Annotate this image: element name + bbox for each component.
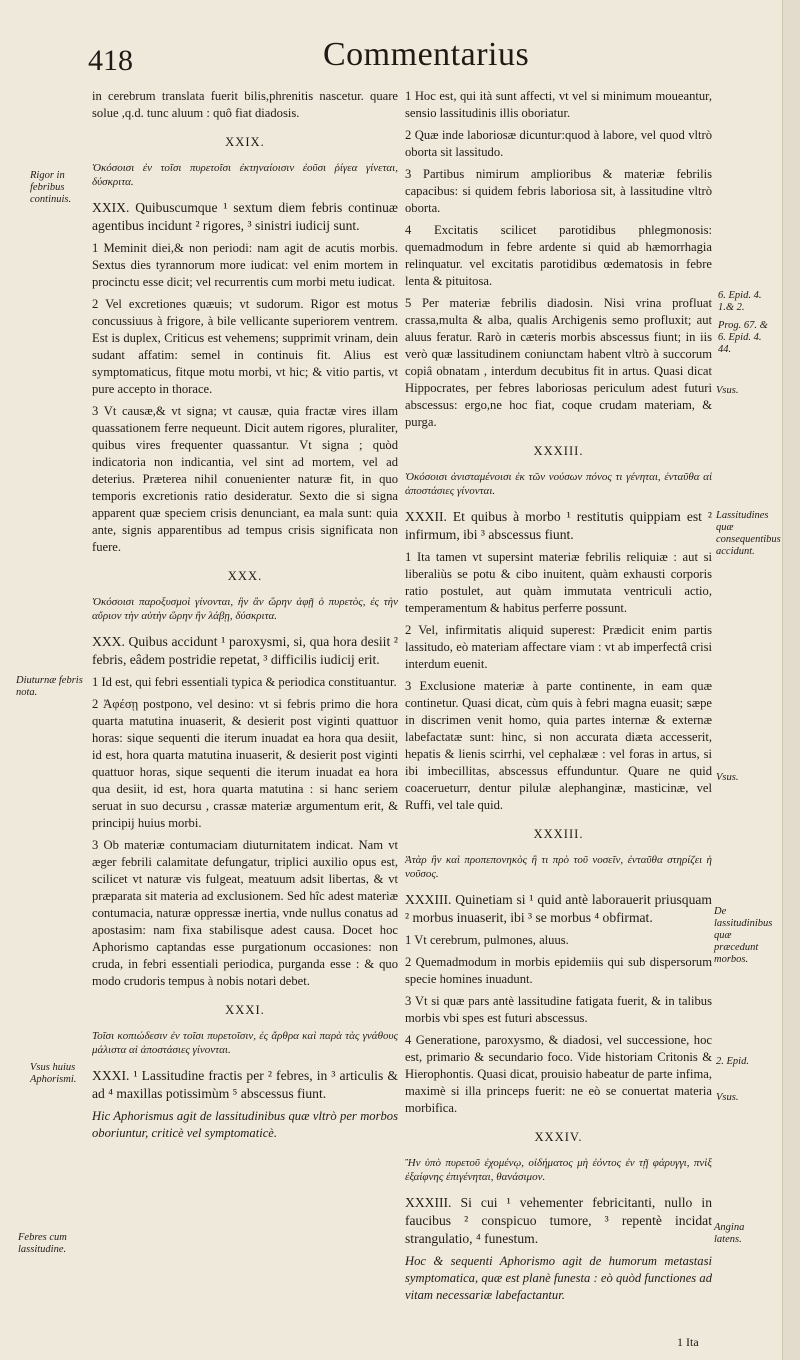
latin-aphorism-text: XXXII. Et quibus à morbo ¹ restitutis quippiam est ² infirmum, ibi ³ abscessus fiunt. xyxy=(405,509,712,542)
commentary-paragraph: in cerebrum translata fuerit bilis,phrenitis nascetur. quare solue ,q.d. tunc aluum : quô fiat diadosis. xyxy=(92,89,398,120)
commentary-paragraph: 5 Per materiæ febrilis diadosin. Nisi vrina profluat crassa,multa & alba, qualis Archigenis semo profluxit; aut aluus feratur. Rarò in cæteris morbis abscessus fiunt; in iis verò quæ lassitudinem coniunctam habent vltrò à succorum copiâ obnatam , interdum decubitus fit in artus. Quasi dicat Hippocrates, per febres laboriosas periculum adest futuri abscessus: ergo,ne hoc fiat, coque crudam materiam, & purga. xyxy=(405,296,712,429)
margin-note-angina: Angina latens. xyxy=(714,1222,745,1245)
aphorism-number-heading: XXXIII. xyxy=(533,827,584,841)
latin-aphorism-text: XXXI. ¹ Lassitudine fractis per ² febres, in ³ articulis & ad ⁴ maxillas potissimùm ⁵ abscessus fiunt. xyxy=(92,1068,398,1101)
margin-note-rigor: Rigor in febribus continuis. xyxy=(30,170,72,205)
latin-aphorism-text: XXX. Quibus accidunt ¹ paroxysmi, si, qua hora desiit ² febris, eâdem postridie repetat, ³ difficilis iudicij erit. xyxy=(92,634,398,667)
left-text-column xyxy=(92,88,398,1147)
aphorism-number-heading: XXXIV. xyxy=(534,1130,583,1144)
aphorism-number-heading: XXXI. xyxy=(225,1003,265,1017)
latin-aphorism-text: XXIX. Quibuscumque ¹ sextum diem febris continuæ agentibus incidunt ² rigores, ³ sinistri iudicij sunt. xyxy=(92,200,398,233)
page-spine xyxy=(782,0,800,1360)
margin-note-vsus-aphorismi: Vsus huius Aphorismi. xyxy=(30,1062,77,1085)
commentary-paragraph: 1 Ita tamen vt supersint materiæ febrilis reliquiæ : aut si liberaliùs se potu & cibo inuitent, quàm exhausti corporis ratio postulet, aut quàm immutata ventriculi actio, temperamentum & habitus perferre possunt. xyxy=(405,550,712,615)
greek-aphorism-text: Ὁκόσοισι παροξυσμοὶ γίνονται, ἣν ἂν ὥρην ἀφῇ ὁ πυρετὸς, ἐς τὴν αὔριον τὴν αὐτὴν ὥρην ἢν λάβῃ, δύσκριτα. xyxy=(92,596,398,622)
margin-note-diuturnae: Diuturnæ febris nota. xyxy=(16,675,83,698)
commentary-paragraph: 1 Id est, qui febri essentiali typica & periodica constituantur. xyxy=(92,675,397,689)
aphorism-number-heading: XXIX. xyxy=(225,135,265,149)
commentary-paragraph: 3 Ob materiæ contumaciam diuturnitatem indicat. Nam vt æger febrili calamitate defungatur, triplici auxilio opus est, scilicet vt naturæ vis fulgeat, meatuum adsit libertas, & vt præparata sit materia ad exclusionem. Sed hîc adest materiæ contumacia, naturæ oppressæ inertia, vnde nullus conatus ad apostasim: nam fixa stabilisque adest causa. Docet hoc Aphorismo captandas esse purgationum occasiones: non cruda, in febri essentiali periodica, purganda esse : & quo modo crudoris tempus à nobis notari debet. xyxy=(92,838,398,988)
commentary-paragraph: 2 Quæ inde laboriosæ dicuntur:quod à labore, vel quod vltrò oborta sit lassitudo. xyxy=(405,128,712,159)
right-text-column xyxy=(405,88,712,1309)
margin-note-de-lassitudinibus: De lassitudinibus quæ præcedunt morbos. xyxy=(714,906,773,965)
margin-note-epid-2: 2. Epid. xyxy=(716,1056,749,1067)
commentary-paragraph: 2 Quemadmodum in morbis epidemiis qui sub dispersorum specie homines inuadunt. xyxy=(405,955,712,986)
commentary-paragraph: 2 Vel excretiones quæuis; vt sudorum. Rigor est motus concussiuus à frigore, à bile vellicante superiorem ventrem. Est is duplex, Criticus est vehemens; supprimit vrinam, dein sudant affatim: semel in continuis fit. Alius est symptomaticus, fitque motu morbi, vt hic; & vitio partis, vt pure accepto in thorace. xyxy=(92,297,398,396)
latin-aphorism-text: XXXIII. Quinetiam si ¹ quid antè laborauerit priusquam ² morbus inuaserit, ibi ³ se morbus ⁴ obfirmat. xyxy=(405,892,712,925)
commentary-paragraph: 2 Ἀφέσῃ postpono, vel desino: vt si febris primo die hora quarta matutina inuaserit, & desierit post viginti quattuor horas: sique sequenti die iterum inuadat ea hora qua desiit, id est, hora quarta matutina inuaserit, & desierit post viginti quattuor horas, sique sequenti die iterum inuadat ea hora qua desiit, id est, hora quarta matutina : si hanc seriem seruat in suo decursu , crassæ materiæ argumentum erit, & principij huius morbi. xyxy=(92,697,398,830)
page-number: 418 xyxy=(88,44,133,77)
greek-aphorism-text: Τοῖσι κοπιώδεσιν ἐν τοῖσι πυρετοῖσιν, ἐς ἄρθρα καὶ παρὰ τὰς γνάθους μάλιστα αἱ ἀποστάσιες γίνονται. xyxy=(92,1030,398,1056)
italic-comment: Hic Aphorismus agit de lassitudinibus quæ vltrò per morbos oboriuntur, criticè vel symptomaticè. xyxy=(92,1109,398,1140)
commentary-paragraph: 1 Vt cerebrum, pulmones, aluus. xyxy=(405,933,569,947)
margin-note-vsus-1: Vsus. xyxy=(716,385,739,396)
aphorism-number-heading: XXXIII. xyxy=(533,444,584,458)
greek-aphorism-text: Ἀτὰρ ἢν καὶ προπεπονηκὸς ἢ τι πρὸ τοῦ νοσεῖν, ἐνταῦθα στηρίζει ἡ νοῦσος. xyxy=(405,854,712,880)
aphorism-number-heading: XXX. xyxy=(227,569,263,583)
margin-note-febres: Febres cum lassitudine. xyxy=(18,1232,67,1255)
margin-note-vsus-2: Vsus. xyxy=(716,772,739,783)
commentary-paragraph: 3 Exclusione materiæ à parte continente, in eam quæ continetur. Quasi dicat, cùm quis à febri magna euasit; sæpe in discrimen venit homo, quia partes internæ & externæ labefactatæ sunt: hinc, si non accurata diæta accesserit, hepatis & lienis scirrhi, vel cephalææ : vel foras in artus, si ibi imbecillitas, abscessus effunduntur. Quare ne quid coacerueturr, dentur pilulæ alephanginæ, masticinæ, vel Ruffi, vel tale quid. xyxy=(405,679,712,812)
commentary-paragraph: 3 Vt si quæ pars antè lassitudine fatigata fuerit, & in talibus morbis vbi spes est futuri abscessus. xyxy=(405,994,712,1025)
commentary-paragraph: 1 Hoc est, qui ità sunt affecti, vt vel si minimum moueantur, sensio lassitudinis illis oboriatur. xyxy=(405,89,712,120)
margin-note-lassitudines: Lassitudines quæ consequentibus accidunt. xyxy=(716,510,781,557)
commentary-paragraph: 4 Generatione, paroxysmo, & diadosi, vel successione, hoc est, primario & secundario foco. Vide historiam Critonis & Hierophontis. Quasi dicat, prouisio habeatur de parte infima, maximè si illa princeps fuerit: ne eò se conuertat materia morbifica. xyxy=(405,1033,712,1115)
commentary-paragraph: 4 Excitatis scilicet parotidibus phlegmonosis: quemadmodum in febre ardente si quid ab hæmorrhagia relinquatur. vel excitatis parotidibus œdematosis in febre lenta & pituitosa. xyxy=(405,223,712,288)
commentary-paragraph: 3 Partibus nimirum amplioribus & materiæ febrilis capacibus: si quidem febris laboriosa sit, à lassitudine vltrò oborta. xyxy=(405,167,712,215)
greek-aphorism-text: Ὁκόσοισι ἀνισταμένοισι ἐκ τῶν νούσων πόνος τι γένηται, ἐνταῦθα αἱ ἀποστάσιες γίνονται. xyxy=(405,471,712,497)
commentary-paragraph: 1 Meminit diei,& non periodi: nam agit de acutis morbis. Sextus dies tyrannorum more iudicat: vel enim mortem in procinctu esse dicit; vel recurrentis cum morbi metu iudicat. xyxy=(92,241,398,289)
commentary-paragraph: 2 Vel, infirmitatis aliquid superest: Prædicit enim partis lassitudo, eò materiam affectare viam : vt ab imperfectâ crisi interdum euenit. xyxy=(405,623,712,671)
margin-note-vsus-3: Vsus. xyxy=(716,1092,739,1103)
greek-aphorism-text: Ἢν ὑπὸ πυρετοῦ ἐχομένῳ, οἰδήματος μὴ ἐόντος ἐν τῇ φάρυγγι, πνὶξ ἐξαίφνης ἐπιγένηται, θανάσιμον. xyxy=(405,1157,712,1183)
italic-comment: Hoc & sequenti Aphorismo agit de humorum metastasi symptomatica, quæ est planè funesta : eò quòd functiones ad vitam necessariæ labefactantur. xyxy=(405,1254,712,1302)
margin-note-prog: Prog. 67. & 6. Epid. 4. 44. xyxy=(718,320,768,355)
commentary-paragraph: 3 Vt causæ,& vt signa; vt causæ, quia fractæ vires illam quassationem ferre nequeunt. Dicit autem rigores, pluraliter, quibus vires frequenter quassantur. Vt signa ; quòd indicatoria non indicantia, vel sint ad mortem, vel ad deterius. Præterea nihil conuenienter naturæ fit, in quo temporis excretionis ratio desideratur. Sexto die si signa apparent quæ speciem crisis denunciant, ea mala sunt: quia ante, signis apparentibus ad tempus crisis significata non fuere. xyxy=(92,404,398,554)
catchword: 1 Ita xyxy=(677,1335,699,1349)
latin-aphorism-text: XXXIII. Si cui ¹ vehementer febricitanti, nullo in faucibus ² conspicuo tumore, ³ repentè incidat strangulatio, ⁴ funestum. xyxy=(405,1195,712,1246)
running-title: Commentarius xyxy=(323,36,530,73)
margin-note-epid-1: 6. Epid. 4. 1.& 2. xyxy=(718,290,762,313)
greek-aphorism-text: Ὁκόσοισι ἐν τοῖσι πυρετοῖσι ἐκτηναίοισιν ἐοῦσι ῥίγεα γίνεται, δύσκριτα. xyxy=(92,162,398,188)
